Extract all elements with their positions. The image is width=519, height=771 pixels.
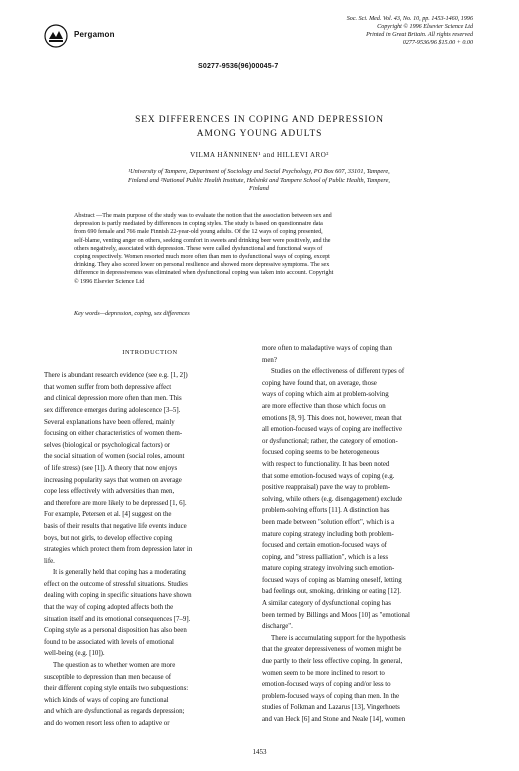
publisher-name: Pergamon bbox=[74, 30, 115, 39]
body-line: positive reappraisal) pave the way to problem- bbox=[262, 484, 391, 492]
body-line: which kinds of ways of coping are functional bbox=[44, 696, 169, 704]
body-line: life. bbox=[44, 557, 55, 565]
journal-citation bbox=[273, 15, 473, 47]
journal-line: 0277-9536/96 $15.00 + 0.00 bbox=[402, 40, 473, 46]
body-line: that women suffer from both depressive affect bbox=[44, 383, 172, 391]
body-line: emotion-focused ways of coping and/or less to bbox=[262, 681, 391, 689]
body-line: focused coping seems to be heterogeneous bbox=[262, 449, 380, 457]
body-line: situation itself and its emotional consequences [7–9]. bbox=[44, 615, 191, 623]
body-line: sex difference emerges during adolescence [3–5]. bbox=[44, 406, 181, 414]
abstract-line: coping respectively. Women resorted much more often than men to dysfunctional ways of coping, except bbox=[74, 254, 330, 261]
body-line: mature coping strategy including both problem- bbox=[262, 530, 394, 538]
body-line: For example, Petersen et al. [4] suggest on the bbox=[44, 511, 172, 519]
body-line: or dysfunctional; rather, the category of emotion- bbox=[262, 437, 398, 445]
abstract-line: difference in depressiveness was eliminated when dysfunctional coping was taken into account. Copyright bbox=[74, 270, 334, 277]
abstract-line: drinking. They also scored lower on personal resilience and showed more depressive symptoms. The sex bbox=[74, 262, 330, 269]
body-line: Studies on the effectiveness of different types of bbox=[271, 368, 405, 376]
journal-line: Copyright © 1996 Elsevier Science Ltd bbox=[377, 24, 473, 30]
body-line: emotions [8, 9]. This does not, however, mean that bbox=[262, 414, 402, 422]
body-line: due partly to their less effective coping. In general, bbox=[262, 658, 403, 666]
body-line: been made between "solution effort", which is a bbox=[262, 518, 395, 526]
article-title-line-1: SEX DIFFERENCES IN COPING AND DEPRESSION bbox=[135, 115, 384, 125]
journal-line: Printed in Great Britain. All rights reserved bbox=[366, 32, 473, 38]
body-line: The question as to whether women are more bbox=[53, 662, 176, 670]
body-line: are more effective than those which focus on bbox=[262, 402, 386, 410]
body-line: increasing popularity says that women on average bbox=[44, 476, 182, 484]
abstract-line: depression is partly mediated by differences in coping styles. The study is based on questionnaire data bbox=[74, 221, 323, 228]
affiliation-line: ¹University of Tampere, Department of Sociology and Social Psychology, PO Box 607, 33101, Tampere, bbox=[128, 168, 390, 175]
affiliation-line: Finland bbox=[249, 185, 269, 192]
abstract-line: © 1996 Elsevier Science Ltd bbox=[74, 278, 145, 285]
body-line: cope less effectively with adversities than men, bbox=[44, 488, 175, 496]
body-line: and van Heck [6] and Stone and Neale [14], women bbox=[262, 716, 406, 723]
pergamon-logo-icon bbox=[44, 24, 68, 48]
body-line: and which are dysfunctional as regards depression; bbox=[44, 708, 185, 716]
body-line: that the greater depressiveness of women might be bbox=[262, 646, 402, 654]
body-line: of life stress) (see [1]). A theory that now enjoys bbox=[44, 464, 178, 472]
body-line: and therefore are more likely to be depressed [1, 6]. bbox=[44, 499, 187, 507]
body-line: mature coping strategy involving such emotion- bbox=[262, 565, 395, 573]
body-line: more often to maladaptive ways of coping than bbox=[262, 345, 392, 352]
affiliation bbox=[44, 168, 474, 194]
abstract-line: self-blame, venting anger on others, seeking comfort in sweets and drinking beer were positively, and the bbox=[74, 237, 331, 244]
body-line: and do women resort less often to adaptive or bbox=[44, 720, 170, 727]
journal-line: Soc. Sci. Med. Vol. 43, No. 10, pp. 1453-1460, 1996 bbox=[346, 16, 473, 22]
body-line: that the way of coping adopted affects both the bbox=[44, 604, 174, 612]
body-line: discharge". bbox=[262, 623, 293, 631]
body-line: all emotion-focused ways of coping are ineffective bbox=[262, 426, 402, 434]
body-line: the social situation of women (social roles, amount bbox=[44, 453, 185, 461]
body-line: focused and certain emotion-focused ways of bbox=[262, 542, 387, 550]
body-line: boys, but not girls, to develop effective coping bbox=[44, 534, 173, 542]
body-line: men? bbox=[262, 356, 277, 364]
body-line: their different coping style entails two subquestions: bbox=[44, 685, 189, 693]
body-line: effect on the outcome of stressful situations. Studies bbox=[44, 580, 188, 588]
body-line: studies of Folkman and Lazarus [13], Vingerhoets bbox=[262, 704, 400, 712]
affiliation-line: Finland and ²National Public Health Institute, Helsinki and Tampere School of Public Health, Tampere, bbox=[128, 176, 390, 184]
body-line: It is generally held that coping has a moderating bbox=[53, 569, 186, 577]
body-line: ways of coping which aim at problem-solving bbox=[262, 391, 389, 399]
body-line: focusing on either characteristics of women them- bbox=[44, 430, 183, 438]
body-line: been termed by Billings and Moos [10] as "emotional bbox=[262, 611, 410, 619]
page-number: 1453 bbox=[252, 748, 267, 756]
body-line: selves (biological or psychological factors) or bbox=[44, 441, 171, 449]
body-line: basis of their results that negative life events induce bbox=[44, 522, 187, 530]
body-line: well-being (e.g. [10]). bbox=[44, 650, 105, 658]
article-code: S0277-9536(96)00045-7 bbox=[198, 63, 279, 70]
body-line: that some emotion-focused ways of coping (e.g. bbox=[262, 472, 395, 480]
author-list: VILMA HÄNNINEN¹ and HILLEVI ARO² bbox=[190, 151, 329, 159]
body-line: bad feelings out, smoking, drinking or eating [12]. bbox=[262, 588, 401, 596]
body-line: Coping style as a personal disposition has also been bbox=[44, 627, 187, 635]
body-line: strategies which protect them from depression later in bbox=[44, 546, 193, 554]
body-line: susceptible to depression than men because of bbox=[44, 673, 172, 681]
body-line: and clinical depression more often than men. This bbox=[44, 395, 182, 403]
body-line: dealing with coping in specific situations have shown bbox=[44, 592, 192, 600]
body-line: solving, while others (e.g. disengagement) exclude bbox=[262, 495, 403, 503]
left-column bbox=[44, 347, 256, 730]
body-line: A similar category of dysfunctional coping has bbox=[262, 600, 391, 608]
body-line: Several explanations have been offered, mainly bbox=[44, 418, 175, 426]
body-line: focused ways of coping as blaming oneself, letting bbox=[262, 576, 402, 584]
abstract-line: Abstract —The main purpose of the study was to evaluate the notion that the association between sex and bbox=[74, 213, 332, 219]
body-line: women seem to be more inclined to resort to bbox=[262, 669, 385, 677]
body-line: There is accumulating support for the hypothesis bbox=[271, 634, 406, 642]
body-line: There is abundant research evidence (see e.g. [1, 2]) bbox=[44, 372, 188, 380]
body-line: coping have found that, on average, those bbox=[262, 379, 377, 387]
abstract bbox=[74, 212, 458, 286]
publisher-logo bbox=[44, 20, 144, 50]
abstract-line: others negatively, associated with depression. These were called dysfunctional and functional ways of bbox=[74, 245, 323, 252]
body-line: with respect to functionality. It has been noted bbox=[262, 460, 390, 468]
section-heading: INTRODUCTION bbox=[122, 349, 178, 356]
body-line: problem-solving efforts [11]. A distinction has bbox=[262, 507, 390, 515]
right-column bbox=[262, 343, 474, 726]
abstract-line: from 690 female and 766 male Finnish 22-year-old young adults. Of the 12 ways of coping presented, bbox=[74, 229, 323, 236]
body-line: coping, and "stress palliation", which is a less bbox=[262, 553, 388, 561]
body-line: found to be associated with levels of emotional bbox=[44, 638, 174, 646]
body-line: problem-focused ways of coping than men. In the bbox=[262, 692, 400, 700]
keywords: Key words—depression, coping, sex differences bbox=[74, 311, 190, 317]
article-title-line-2: AMONG YOUNG ADULTS bbox=[196, 129, 323, 139]
